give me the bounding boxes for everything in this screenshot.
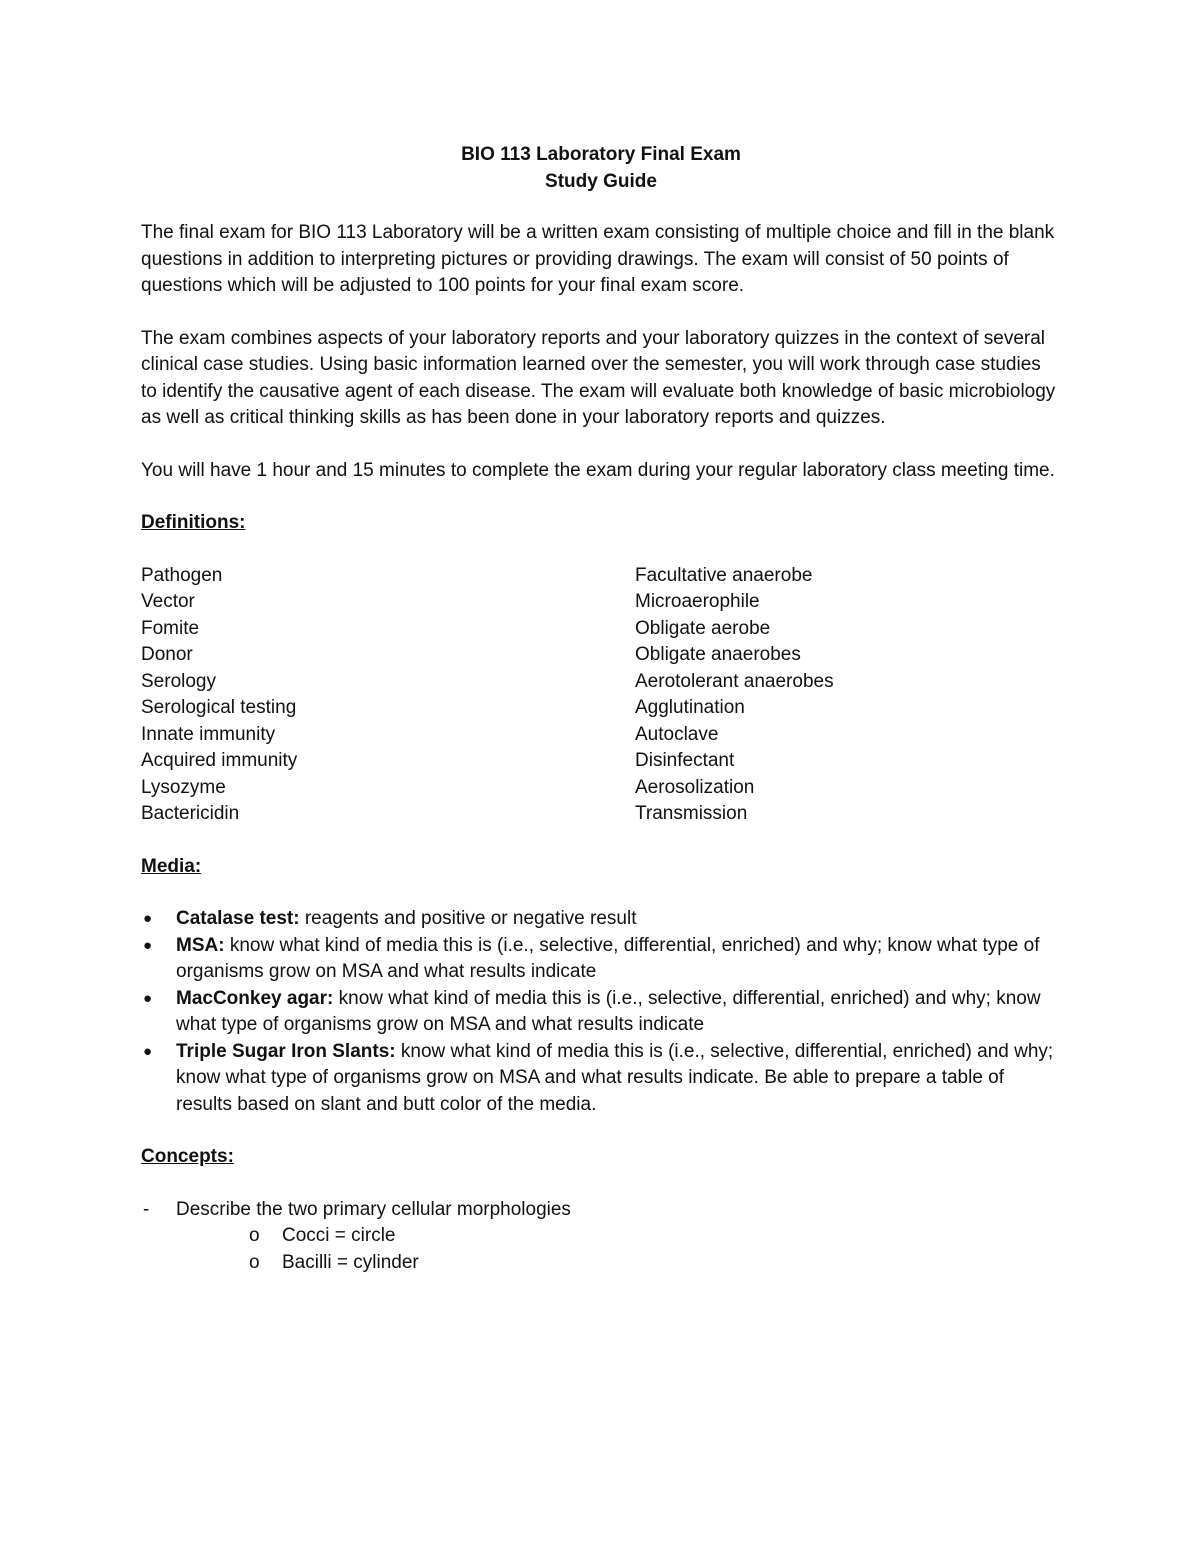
media-heading: Media: xyxy=(141,855,202,877)
definition-term: Innate immunity xyxy=(141,723,276,745)
definition-term: Facultative anaerobe xyxy=(635,564,813,586)
circle-bullet-icon: o xyxy=(249,1225,260,1246)
definitions-left-column xyxy=(141,563,635,828)
definition-term: Serology xyxy=(141,670,216,692)
media-item-text: reagents and positive or negative result xyxy=(299,908,637,929)
definitions-list xyxy=(141,563,1061,828)
media-item-label: MSA: xyxy=(176,934,225,956)
definition-term: Pathogen xyxy=(141,564,223,586)
media-item-label: Triple Sugar Iron Slants: xyxy=(176,1040,396,1062)
document-page xyxy=(141,142,1061,1276)
concepts-sublist xyxy=(141,1223,1061,1276)
definition-term: Obligate anaerobes xyxy=(635,644,801,665)
page-title: BIO 113 Laboratory Final Exam xyxy=(461,144,741,165)
definitions-right-column xyxy=(635,563,1061,828)
media-item-label: MacConkey agar: xyxy=(176,987,334,1009)
definition-term: Donor xyxy=(141,644,193,665)
concept-subitem-text: Cocci = circle xyxy=(282,1225,396,1246)
definition-term: Serological testing xyxy=(141,697,297,718)
definitions-heading: Definitions: xyxy=(141,512,246,533)
definition-term: Bactericidin xyxy=(141,803,240,824)
concept-subitem-text: Bacilli = cylinder xyxy=(282,1251,419,1273)
media-list-item xyxy=(141,1039,1061,1119)
definition-term: Aerosolization xyxy=(635,776,755,798)
page-subtitle: Study Guide xyxy=(545,170,657,192)
intro-paragraph-2: The exam combines aspects of your laboratory reports and your laboratory quizzes in the context of several clinical case studies. Using basic information learned over the semester, you will work through case studies to identify the causative agent of each disease. The exam will evaluate both knowledge of basic microbiology as well as critical thinking skills as has been done in your laboratory reports and quizzes. xyxy=(141,327,1056,428)
concepts-list-item xyxy=(141,1197,1061,1224)
media-item-text: know what kind of media this is (i.e., selective, differential, enriched) and why; know what type of organisms grow on MSA and what results indicate xyxy=(176,934,1040,982)
bullet-icon: ● xyxy=(143,1042,153,1060)
media-item-text: know what kind of media this is (i.e., selective, differential, enriched) and why; know what type of organisms grow on MSA and what results indicate. Be able to prepare a table of results based on slant and butt color of the media. xyxy=(176,1040,1054,1115)
definition-term: Fomite xyxy=(141,617,200,639)
bullet-icon: ● xyxy=(143,910,153,927)
concepts-sublist-item xyxy=(141,1250,1061,1277)
media-list-item xyxy=(141,906,1061,933)
media-list-item xyxy=(141,933,1061,986)
definition-term: Microaerophile xyxy=(635,591,760,612)
concepts-heading: Concepts: xyxy=(141,1146,234,1167)
definition-term: Acquired immunity xyxy=(141,750,298,771)
definition-term: Obligate aerobe xyxy=(635,617,771,639)
concepts-list xyxy=(141,1197,1061,1224)
bullet-icon: ● xyxy=(143,989,153,1007)
circle-bullet-icon: o xyxy=(249,1251,260,1273)
media-item-text: know what kind of media this is (i.e., selective, differential, enriched) and why; know what type of organisms grow on MSA and what results indicate xyxy=(176,987,1041,1035)
media-item-label: Catalase test: xyxy=(176,908,300,929)
media-list-item xyxy=(141,986,1061,1039)
definition-term: Vector xyxy=(141,591,195,612)
intro-paragraph-1: The final exam for BIO 113 Laboratory will be a written exam consisting of multiple choice and fill in the blank questions in addition to interpreting pictures or providing drawings. The exam will consist of 50 points of questions which will be adjusted to 100 points for your final exam score. xyxy=(141,222,1055,296)
definition-term: Agglutination xyxy=(635,697,745,718)
concepts-sublist-item xyxy=(141,1223,1061,1250)
definition-term: Aerotolerant anaerobes xyxy=(635,670,834,692)
intro-paragraph-3: You will have 1 hour and 15 minutes to complete the exam during your regular laboratory class meeting time. xyxy=(141,459,1055,481)
definition-term: Disinfectant xyxy=(635,750,735,771)
title-block xyxy=(141,142,1061,195)
concept-text: Describe the two primary cellular morphologies xyxy=(176,1198,571,1220)
dash-bullet-icon: - xyxy=(143,1198,150,1220)
definition-term: Autoclave xyxy=(635,723,719,745)
definition-term: Lysozyme xyxy=(141,776,226,798)
media-list xyxy=(141,906,1061,1118)
definition-term: Transmission xyxy=(635,803,748,824)
bullet-icon: ● xyxy=(143,936,153,954)
